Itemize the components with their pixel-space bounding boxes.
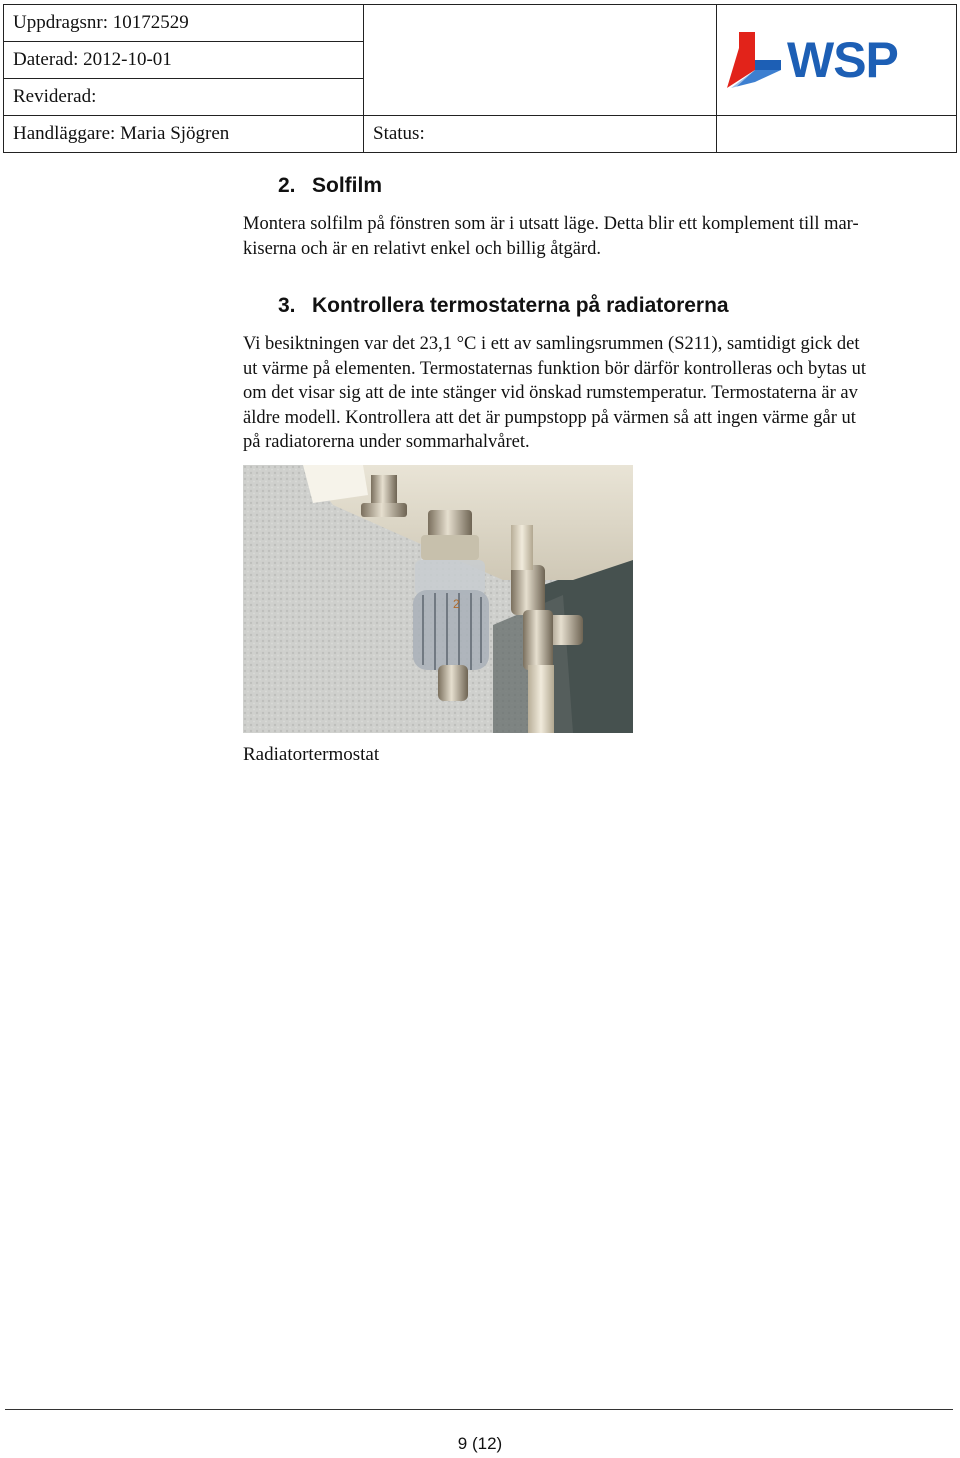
dial-number: 2 xyxy=(453,597,460,611)
footer-divider xyxy=(5,1409,953,1410)
date: Daterad: 2012-10-01 xyxy=(4,42,364,79)
section-3-body xyxy=(243,332,955,455)
radiator-thermostat-photo xyxy=(243,465,633,733)
wsp-logo-icon xyxy=(725,30,783,90)
wsp-logo xyxy=(717,25,956,95)
section-3-heading xyxy=(278,294,729,318)
body-line: äldre modell. Kontrollera att det är pumpstopp på värmen så att ingen värme går ut xyxy=(243,407,856,428)
section-title: Kontrollera termostaterna på radiatorerna xyxy=(312,294,729,317)
section-2-heading xyxy=(278,174,382,198)
section-2-body xyxy=(243,212,955,261)
body-line: kiserna och är en relativt enkel och billig åtgärd. xyxy=(243,238,602,259)
assignment-number: Uppdragsnr: 10172529 xyxy=(4,5,364,42)
header-empty-cell xyxy=(364,5,717,116)
section-number: 3. xyxy=(278,294,296,317)
photo-caption: Radiatortermostat xyxy=(243,744,380,765)
section-number: 2. xyxy=(278,174,296,197)
body-line: på radiatorerna under sommarhalvåret. xyxy=(243,432,530,452)
header-empty-cell-bottom xyxy=(717,116,957,153)
body-line: ut värme på elementen. Termostaternas funktion bör därför kontrolleras och bytas ut xyxy=(243,358,867,379)
body-line: Montera solfilm på fönstren som är i utsatt läge. Detta blir ett komplement till mar- xyxy=(243,214,859,234)
section-title: Solfilm xyxy=(312,174,383,197)
document-header-table xyxy=(3,4,957,153)
page-number: 9 (12) xyxy=(457,1434,503,1453)
body-line: om det visar sig att de inte stänger vid önskad rumstemperatur. Termostaterna är av xyxy=(243,383,858,403)
body-line: Vi besiktningen var det 23,1 °C i ett av samlingsrummen (S211), samtidigt gick det xyxy=(243,334,860,354)
status: Status: xyxy=(364,116,717,153)
case-officer: Handläggare: Maria Sjögren xyxy=(4,116,364,153)
logo-wordmark: WSP xyxy=(787,32,898,88)
logo-cell xyxy=(717,5,957,116)
revised: Reviderad: xyxy=(4,79,364,116)
